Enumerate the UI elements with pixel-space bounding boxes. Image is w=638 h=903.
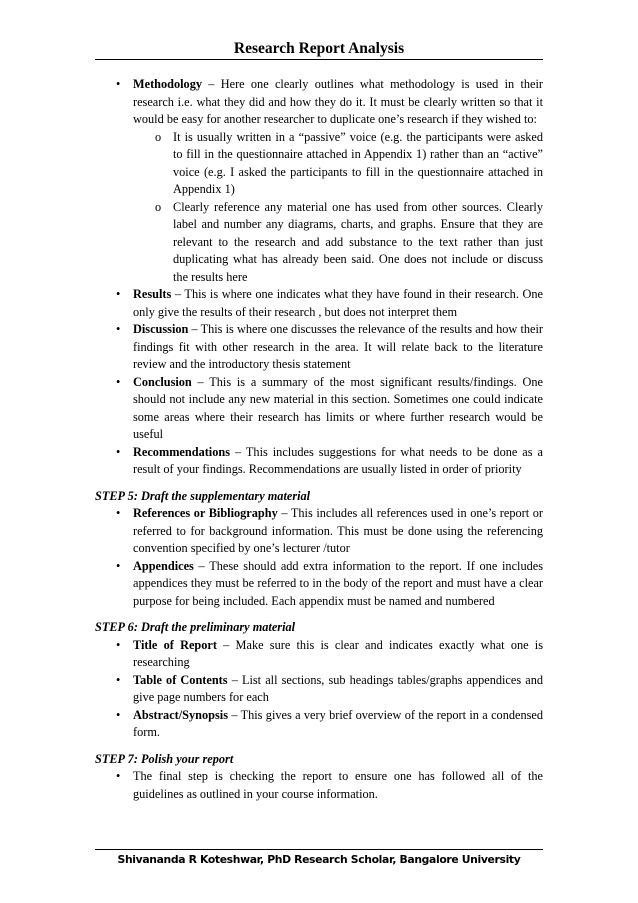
document-body (95, 76, 543, 803)
bullet-icon: • (116, 506, 121, 520)
header-divider (95, 59, 543, 60)
list-item-appendices (95, 558, 543, 611)
recommendations-text: – This includes suggestions for what needs to be done as a result of your findings. Recommendations are usually listed in order of priority (133, 444, 543, 476)
term-conclusion: Conclusion (133, 374, 192, 389)
sub-item-passive-voice (95, 129, 543, 199)
term-table-of-contents: Table of Contents (133, 672, 228, 687)
conclusion-text: – This is a summary of the most significant results/findings. One should not include any new material in this section. Sometimes one could indicate some areas where their research has limits or where further research would be useful (133, 374, 543, 441)
bullet-icon: • (116, 672, 121, 687)
bullet-icon: • (116, 637, 121, 652)
bullet-icon: • (116, 444, 121, 459)
bullet-icon: • (116, 707, 121, 722)
term-appendices: Appendices (133, 558, 194, 573)
title-of-report-text: – Make sure this is clear and indicates exactly what one is researching (133, 637, 544, 669)
sub-item-text: It is usually written in a “passive” voice (e.g. the participants were asked to fill in the questionnaire attached in Appendix 1) rather than an “active” voice (e.g. I asked the participants to fill in the questionnaire attached in Appendix 1) (173, 129, 543, 196)
step5-heading: STEP 5: Draft the supplementary material (95, 488, 311, 503)
table-of-contents-text: – List all sections, sub headings tables/graphs appendices and give page numbers for each (133, 672, 543, 704)
bullet-icon: • (116, 77, 121, 91)
list-item-table-of-contents (95, 672, 543, 707)
term-discussion: Discussion (133, 322, 189, 336)
page-header-title: Research Report Analysis (233, 40, 405, 57)
bullet-icon: • (116, 322, 121, 336)
term-references: References or Bibliography (133, 506, 278, 520)
list-item-abstract (95, 707, 543, 742)
list-item-results (95, 286, 543, 321)
results-text: – This is where one indicates what they have found in their research. One only give the results of their research , but does not interpret them (133, 287, 543, 319)
term-results: Results (133, 287, 172, 301)
list-item-conclusion (95, 374, 543, 444)
page-footer: Shivananda R Koteshwar, PhD Research Scholar, Bangalore University (117, 853, 521, 866)
circle-bullet-icon: o (155, 199, 162, 214)
list-item-methodology (95, 76, 543, 129)
bullet-icon: • (116, 287, 121, 301)
list-item-final-step (95, 768, 543, 803)
term-recommendations: Recommendations (133, 444, 231, 459)
references-text: – This includes all references used in one’s report or referred to for background information. This must be done using the referencing convention specified by one’s lecturer /tutor (133, 506, 543, 555)
bullet-icon: • (116, 769, 121, 783)
bullet-icon: • (116, 558, 121, 573)
methodology-text: – Here one clearly outlines what methodology is used in their research i.e. what they did and how they do it. It must be clearly written so that it would be easy for another researcher to duplicate one’s research if they wished to: (133, 77, 543, 126)
bullet-icon: • (116, 374, 121, 389)
list-item-discussion (95, 321, 543, 374)
list-item-references (95, 505, 543, 558)
final-step-text: The final step is checking the report to ensure one has followed all of the guidelines as outlined in your course information. (133, 769, 543, 801)
abstract-text: – This gives a very brief overview of the report in a condensed form. (133, 707, 543, 739)
step6-heading: STEP 6: Draft the preliminary material (95, 620, 296, 634)
list-item-title-of-report (95, 637, 543, 672)
circle-bullet-icon: o (155, 129, 162, 144)
discussion-text: – This is where one discusses the relevance of the results and how their findings fit with other research in the area. It will relate back to the literature review and the introductory thesis statement (133, 322, 543, 371)
sub-item-text: Clearly reference any material one has used from other sources. Clearly label and number any diagrams, charts, and graphs. Ensure that they are relevant to the research and add substance to the text rather than just duplicating what has already been said. One does not include or discuss the results here (173, 199, 543, 284)
list-item-recommendations (95, 444, 543, 479)
term-title-of-report: Title of Report (133, 637, 217, 652)
footer-divider (95, 849, 543, 850)
sub-item-reference-material (95, 199, 543, 287)
term-methodology: Methodology (133, 77, 202, 91)
step7-heading: STEP 7: Polish your report (95, 751, 234, 766)
appendices-text: – These should add extra information to the report. If one includes appendices they must be referred to in the body of the report and must have a clear purpose for being included. Each appendix must be named and numbered (133, 558, 543, 608)
term-abstract: Abstract/Synopsis (133, 707, 228, 722)
